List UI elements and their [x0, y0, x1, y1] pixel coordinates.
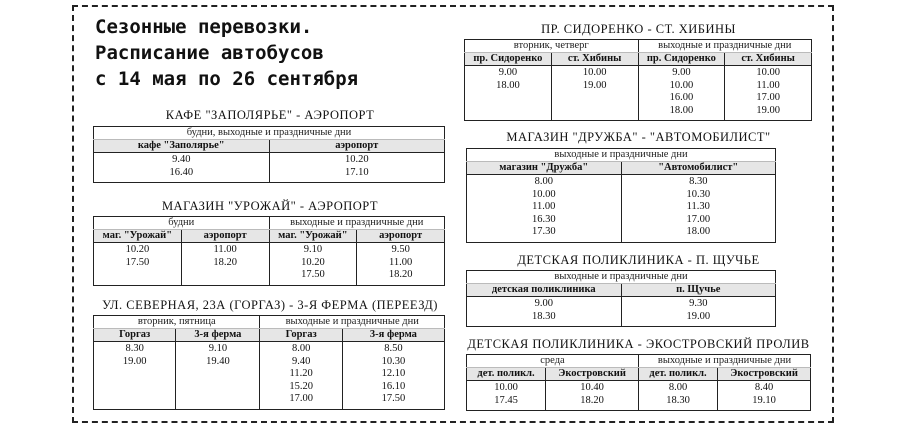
departure-time: 17.00: [686, 213, 711, 225]
days-label: выходные и праздничные дни: [638, 355, 810, 368]
departure-time: 9.50: [391, 244, 410, 255]
days-label: выходные и праздничные дни: [260, 316, 445, 329]
stop-label: маг. "Урожай": [94, 230, 182, 243]
departure-time: 18.00: [669, 104, 694, 116]
stop-label: магазин "Дружба": [467, 162, 622, 175]
departure-time: 18.00: [496, 79, 520, 91]
times-column: [546, 381, 639, 411]
times-column: [467, 297, 622, 327]
times-column: [621, 297, 776, 327]
times-column: [465, 66, 552, 121]
route-title-zapolyarie: КАФЕ "ЗАПОЛЯРЬЕ" - АЭРОПОРТ: [165, 108, 375, 122]
departure-time: 8.30: [125, 343, 144, 354]
schedule-zapolyarie: [93, 126, 445, 183]
departure-time: 10.00: [669, 79, 694, 91]
departure-time: 11.00: [756, 79, 780, 91]
departure-time: 19.00: [686, 310, 711, 322]
route-title-urozhai: МАГАЗИН "УРОЖАЙ" - АЭРОПОРТ: [161, 199, 379, 213]
times-column: [342, 342, 444, 410]
times-column: [551, 66, 638, 121]
times-column: [94, 342, 176, 410]
stop-label: дет. поликл.: [638, 368, 717, 381]
departure-time: 10.00: [531, 188, 556, 200]
stop-label: 3-я ферма: [342, 329, 444, 342]
departure-time: 19.40: [206, 355, 230, 367]
departure-time: 15.20: [289, 380, 313, 392]
schedule-shchuchye: [466, 270, 776, 327]
stop-label: Горгаз: [260, 329, 342, 342]
departure-time: 9.00: [534, 298, 553, 309]
schedule-sidorenko: [464, 39, 812, 121]
departure-time: 9.00: [498, 67, 518, 78]
departure-time: 11.00: [532, 201, 556, 212]
times-column: [621, 175, 776, 243]
departure-time: 8.40: [754, 382, 774, 393]
days-label: вторник, пятница: [94, 316, 260, 329]
days-label: среда: [467, 355, 639, 368]
departure-time: 10.00: [494, 382, 518, 393]
departure-time: 19.00: [122, 355, 147, 367]
departure-time: 9.30: [689, 298, 708, 309]
departure-time: 18.20: [388, 269, 413, 280]
stop-label: аэропорт: [357, 230, 445, 243]
departure-time: 18.00: [686, 226, 711, 237]
stop-label: ст. Хибины: [725, 53, 812, 66]
departure-time: 17.00: [289, 393, 313, 404]
departure-time: 10.20: [344, 154, 369, 165]
times-column: [176, 342, 260, 410]
times-column: [94, 153, 270, 183]
times-column: [269, 153, 445, 183]
departure-time: 10.40: [580, 382, 604, 393]
stop-label: 3-я ферма: [176, 329, 260, 342]
departure-time: 9.10: [208, 343, 228, 354]
days-label: выходные и праздничные дни: [467, 271, 776, 284]
route-title-ekostrovsky: ДЕТСКАЯ ПОЛИКЛИНИКА - ЭКОСТРОВСКИЙ ПРОЛИВ: [467, 337, 810, 351]
stop-label: детская поликлиника: [467, 284, 622, 297]
schedule-ekostrovsky: [466, 354, 811, 411]
stop-label: дет. поликл.: [467, 368, 546, 381]
times-column: [181, 243, 269, 286]
departure-time: 17.30: [531, 226, 556, 237]
departure-time: 18.20: [213, 256, 237, 268]
departure-time: 16.10: [381, 380, 406, 392]
times-column: [260, 342, 342, 410]
departure-time: 10.30: [686, 188, 711, 200]
departure-time: 9.40: [172, 154, 191, 165]
departure-time: 17.50: [301, 269, 325, 280]
stop-label: пр. Сидоренко: [638, 53, 725, 66]
times-column: [94, 243, 182, 286]
times-column: [725, 66, 812, 121]
departure-time: 8.00: [534, 176, 553, 187]
stop-label: пр. Сидоренко: [465, 53, 552, 66]
departure-time: 8.00: [291, 343, 311, 354]
title-line-3: с 14 мая по 26 сентября: [95, 68, 359, 90]
days-label: вторник, четверг: [465, 40, 639, 53]
stop-label: маг. "Урожай": [269, 230, 357, 243]
stop-label: "Автомобилист": [621, 162, 776, 175]
stop-label: Горгаз: [94, 329, 176, 342]
departure-time: 17.50: [125, 256, 150, 268]
departure-time: 10.00: [582, 67, 607, 78]
departure-time: 10.20: [301, 256, 325, 268]
days-label: будни: [94, 217, 270, 230]
schedule-urozhai: [93, 216, 445, 286]
stop-label: Экостровский: [718, 368, 811, 381]
times-column: [638, 66, 725, 121]
departure-time: 10.00: [756, 67, 780, 78]
departure-time: 11.00: [213, 244, 237, 255]
departure-time: 18.30: [666, 394, 690, 406]
departure-time: 11.20: [289, 368, 313, 379]
departure-time: 17.50: [381, 393, 406, 404]
departure-time: 12.10: [381, 368, 406, 379]
departure-time: 16.40: [169, 166, 194, 178]
departure-time: 19.00: [756, 104, 780, 116]
schedule-severnaya: [93, 315, 445, 410]
stop-label: кафе "Заполярье": [94, 140, 270, 153]
times-column: [269, 243, 357, 286]
route-title-shchuchye: ДЕТСКАЯ ПОЛИКЛИНИКА - П. ЩУЧЬЕ: [517, 253, 760, 267]
departure-time: 8.50: [384, 343, 403, 354]
times-column: [357, 243, 445, 286]
days-label: выходные и праздничные дни: [269, 217, 445, 230]
route-title-severnaya: УЛ. СЕВЕРНАЯ, 23А (ГОРГАЗ) - 3-Я ФЕРМА (ПЕРЕЕЗД): [102, 298, 438, 312]
departure-time: 17.45: [494, 394, 518, 406]
stop-label: ст. Хибины: [551, 53, 638, 66]
stop-label: п. Щучье: [621, 284, 776, 297]
times-column: [638, 381, 717, 411]
departure-time: 10.30: [381, 355, 406, 367]
times-column: [467, 175, 622, 243]
route-title-sidorenko: ПР. СИДОРЕНКО - СТ. ХИБИНЫ: [541, 22, 736, 36]
days-label: выходные и праздничные дни: [467, 149, 776, 162]
departure-time: 9.40: [291, 355, 311, 367]
departure-time: 10.20: [125, 244, 150, 255]
page-title: [95, 14, 425, 92]
schedule-druzhba: [466, 148, 776, 243]
stop-label: Экостровский: [546, 368, 639, 381]
title-line-1: Сезонные перевозки.: [95, 16, 313, 38]
times-column: [718, 381, 811, 411]
stop-label: аэропорт: [181, 230, 269, 243]
departure-time: 19.00: [582, 79, 607, 91]
departure-time: 11.30: [686, 201, 710, 212]
departure-time: 19.10: [752, 394, 776, 406]
departure-time: 17.00: [756, 92, 780, 103]
departure-time: 17.10: [344, 166, 369, 178]
departure-time: 8.30: [689, 176, 708, 187]
departure-time: 9.00: [672, 67, 691, 78]
route-title-druzhba: МАГАЗИН "ДРУЖБА" - "АВТОМОБИЛИСТ": [506, 130, 771, 144]
departure-time: 18.20: [580, 394, 604, 406]
days-label: будни, выходные и праздничные дни: [94, 127, 445, 140]
departure-time: 8.00: [668, 382, 688, 393]
stop-label: аэропорт: [269, 140, 445, 153]
departure-time: 18.30: [531, 310, 556, 322]
departure-time: 9.10: [303, 244, 323, 255]
departure-time: 11.00: [389, 256, 413, 268]
title-line-2: Расписание автобусов: [95, 42, 324, 64]
departure-time: 16.00: [669, 92, 694, 103]
times-column: [467, 381, 546, 411]
days-label: выходные и праздничные дни: [638, 40, 812, 53]
departure-time: 16.30: [531, 213, 556, 225]
